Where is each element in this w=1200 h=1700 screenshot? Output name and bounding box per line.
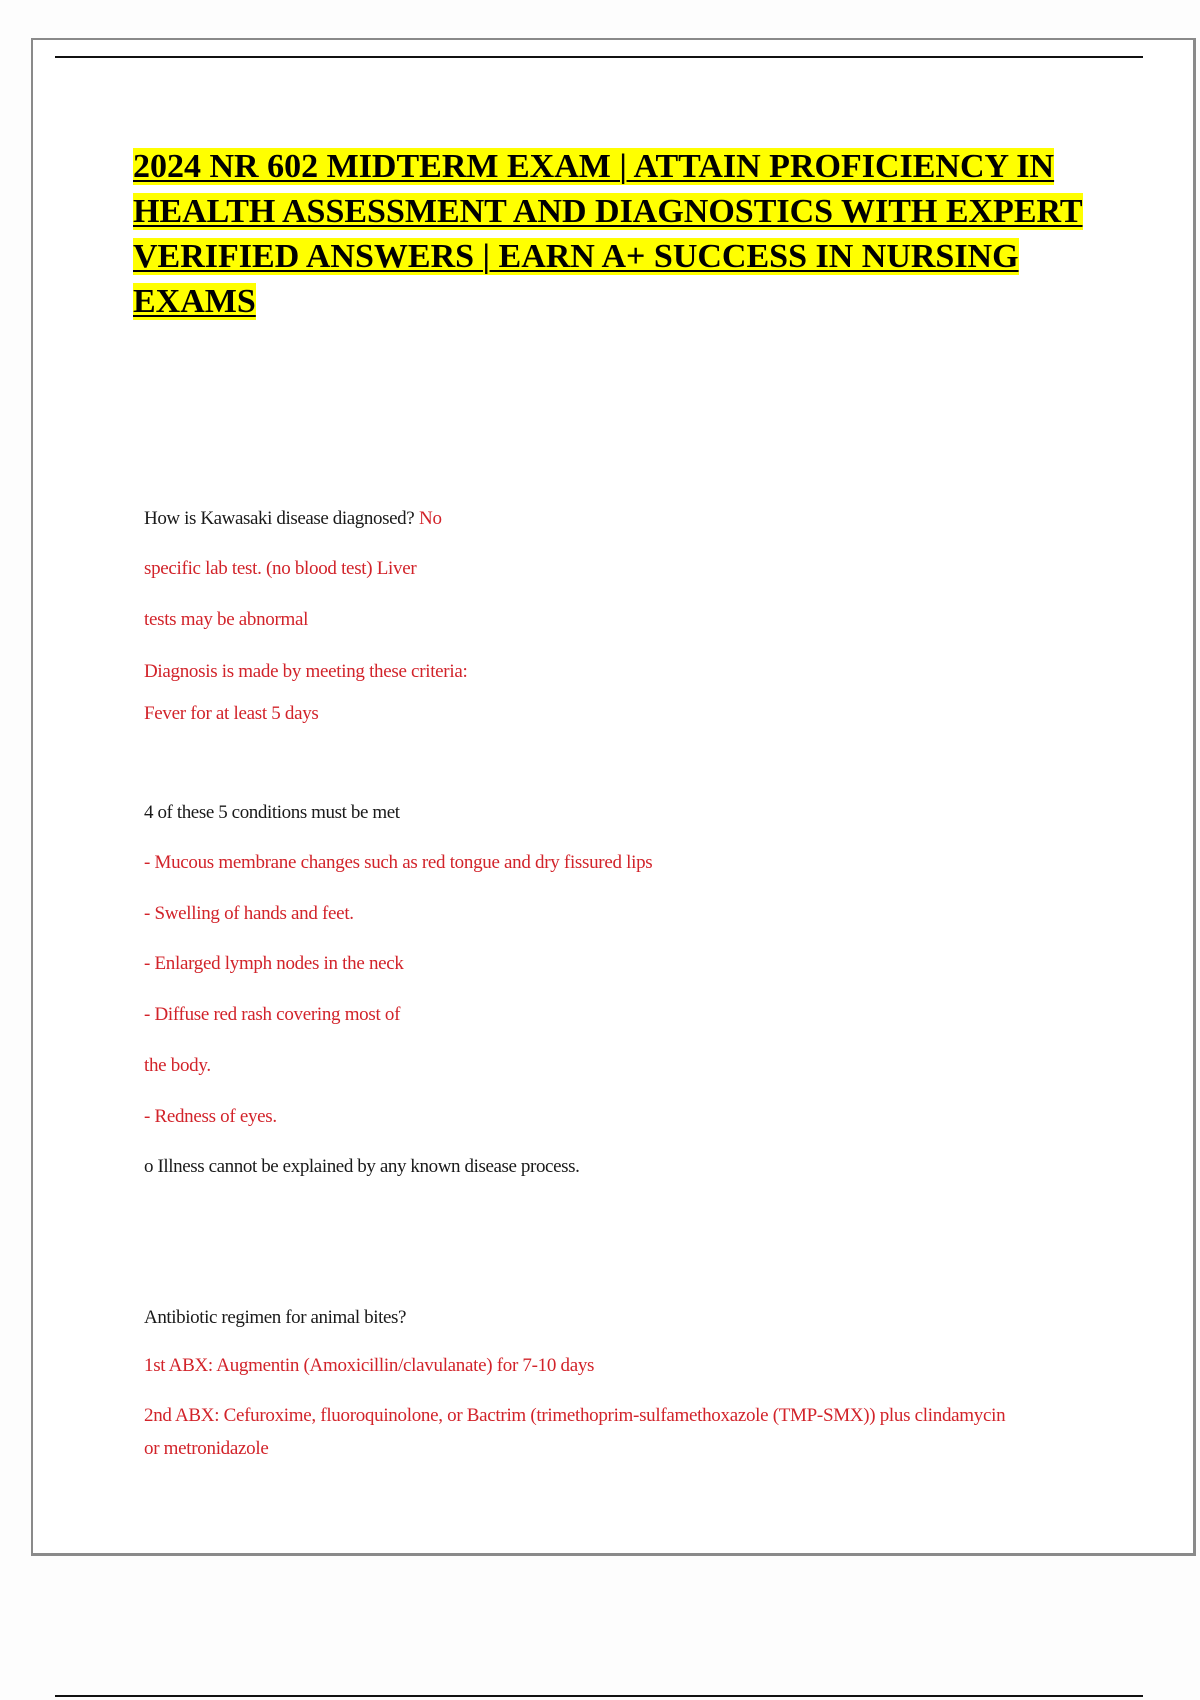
- criteria-item-2: - Swelling of hands and feet.: [144, 903, 354, 924]
- answer-1-line-4: Fever for at least 5 days: [144, 703, 319, 724]
- question-1-answer-start: No: [419, 508, 442, 529]
- answer-1-line-1: specific lab test. (no blood test) Liver: [144, 558, 417, 579]
- answer-1-line-2: tests may be abnormal: [144, 609, 309, 630]
- criteria-item-4: - Diffuse red rash covering most of: [144, 1004, 401, 1025]
- answer-2-line-2: 2nd ABX: Cefuroxime, fluoroquinolone, or Bactrim (trimethoprim-sulfamethoxazole (TMP-SMX)) plus clindamycin or metronidazole: [144, 1405, 1006, 1459]
- criteria-item-1: - Mucous membrane changes such as red tongue and dry fissured lips: [144, 852, 653, 873]
- answer-1-line-3: Diagnosis is made by meeting these criteria:: [144, 661, 468, 682]
- criteria-heading: 4 of these 5 conditions must be met: [144, 802, 400, 823]
- criteria-note: o Illness cannot be explained by any known disease process.: [144, 1156, 580, 1177]
- question-2: Antibiotic regimen for animal bites?: [144, 1307, 407, 1328]
- criteria-item-5: - Redness of eyes.: [144, 1106, 277, 1127]
- document-title: [133, 144, 1093, 324]
- bottom-rule: [55, 1695, 1143, 1697]
- answer-2-line-1: 1st ABX: Augmentin (Amoxicillin/clavulanate) for 7-10 days: [144, 1355, 595, 1376]
- question-1-text: How is Kawasaki disease diagnosed?: [144, 508, 415, 529]
- criteria-item-4-continued: the body.: [144, 1055, 211, 1076]
- document-title-text: 2024 NR 602 MIDTERM EXAM | ATTAIN PROFICIENCY IN HEALTH ASSESSMENT AND DIAGNOSTICS WITH EXPERT VERIFIED ANSWERS | EARN A+ SUCCESS IN NURSING EXAMS: [133, 148, 1083, 320]
- top-rule: [55, 56, 1143, 58]
- question-1: [144, 507, 442, 531]
- criteria-item-3: - Enlarged lymph nodes in the neck: [144, 953, 404, 974]
